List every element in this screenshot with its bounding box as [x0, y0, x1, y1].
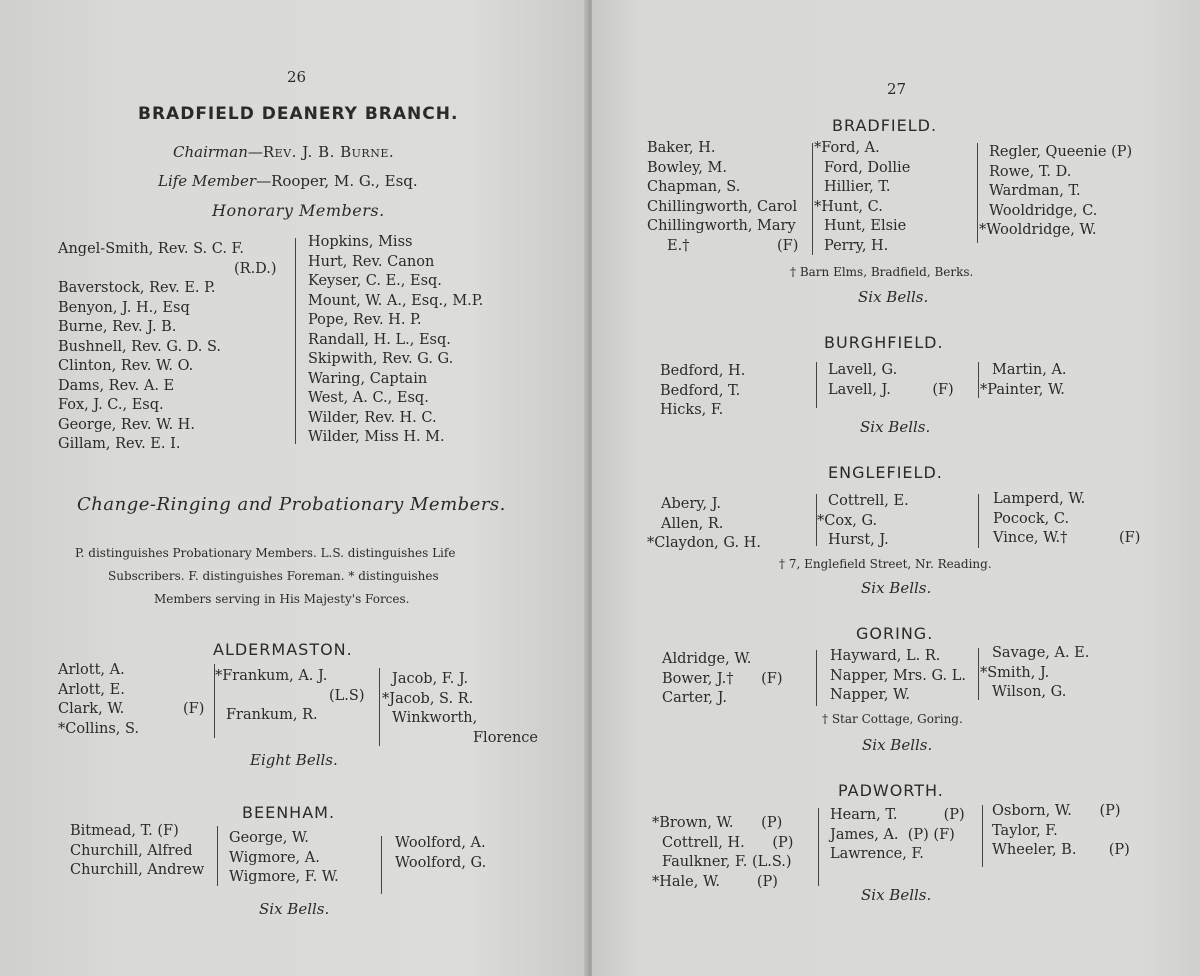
foreman-mark: (F) [777, 237, 799, 254]
list-item: Churchill, Alfred [70, 842, 193, 859]
list-item: Churchill, Andrew [70, 862, 205, 878]
beenham-column-3 [395, 834, 486, 873]
list-item: Lamperd, W. [993, 491, 1086, 507]
list-item: Wheeler, B. (P) [992, 842, 1130, 858]
list-item: Angel-Smith, Rev. S. C. F. [58, 241, 244, 257]
list-item: *Hunt, C. [814, 198, 883, 215]
aldermaston-column-1 [58, 661, 205, 739]
section-title-bradfield: BRADFIELD. [832, 116, 938, 135]
list-item: Ford, Dollie [824, 159, 911, 176]
bells-englefield: Six Bells. [861, 579, 932, 597]
list-item: Cottrell, H. (P) [662, 834, 794, 851]
list-item: Wardman, T. [989, 183, 1081, 199]
list-item: Lawrence, F. [830, 846, 924, 862]
list-item: Wilder, Rev. H. C. [308, 409, 437, 426]
beenham-column-2 [229, 829, 339, 888]
list-item: Bushnell, Rev. G. D. S. [58, 338, 222, 355]
list-item: Perry, H. [824, 237, 889, 254]
bells-padworth: Six Bells. [861, 886, 932, 904]
list-item: Baverstock, Rev. E. P. [58, 280, 216, 296]
list-item: Wilson, G. [992, 684, 1067, 700]
burghfield-column-1 [660, 362, 745, 421]
column-divider [978, 362, 979, 398]
englefield-column-3 [993, 490, 1141, 549]
column-divider [978, 648, 979, 700]
bells-beenham: Six Bells. [259, 900, 330, 918]
list-item: Arlott, E. [58, 681, 125, 698]
burghfield-column-2 [828, 361, 954, 400]
list-item: Baker, H. [647, 140, 716, 156]
section-title-goring: GORING. [856, 624, 934, 643]
list-item: *Hale, W. (P) [652, 873, 778, 890]
list-item: Hearn, T. (P) [830, 807, 965, 823]
list-item: Chapman, S. [647, 179, 741, 195]
column-divider [381, 836, 382, 894]
list-item: Burne, Rev. J. B. [58, 319, 177, 335]
list-item: *Claydon, G. H. [647, 535, 761, 551]
aldermaston-column-2 [215, 667, 365, 726]
bradfield-column-1 [647, 139, 797, 256]
list-item: James, A. (P) (F) [830, 826, 955, 843]
column-divider [217, 826, 218, 886]
list-item: (R.D.) [234, 260, 277, 277]
list-item: *Collins, S. [58, 720, 140, 737]
list-item: Keyser, C. E., Esq. [308, 273, 442, 289]
bells-aldermaston: Eight Bells. [250, 751, 338, 769]
life-member-line [158, 172, 418, 190]
chairman-name: Rev. J. B. Burne. [262, 143, 395, 161]
list-item: Arlott, A. [58, 662, 125, 678]
list-item: Frankum, R. [226, 707, 318, 723]
list-item: *Jacob, S. R. [382, 690, 474, 707]
list-item: Osborn, W. (P) [992, 803, 1121, 819]
list-item: Wigmore, F. W. [229, 869, 339, 885]
list-item: Martin, A. [992, 362, 1067, 378]
padworth-column-3 [992, 802, 1130, 861]
legend-line-1: P. distinguishes Probationary Members. L.S. distinguishes Life [75, 546, 456, 560]
list-item: Pocock, C. [993, 510, 1070, 527]
honorary-heading: Honorary Members. [212, 201, 385, 220]
list-item: Bitmead, T. (F) [70, 823, 179, 839]
list-item: Skipwith, Rev. G. G. [308, 351, 454, 367]
englefield-column-1 [647, 495, 761, 554]
life-member-name: Rooper, M. G., Esq. [271, 172, 418, 190]
page-title: BRADFIELD DEANERY BRANCH. [138, 104, 459, 124]
list-item: Bower, J.† (F) [662, 670, 783, 687]
honorary-column-2 [308, 232, 483, 447]
list-item: Clark, W. (F) [58, 700, 139, 720]
page-number: 27 [887, 80, 907, 98]
legend-line-3: Members serving in His Majesty's Forces. [154, 592, 410, 606]
list-item: Hurt, Rev. Canon [308, 253, 435, 270]
list-item: Woolford, G. [395, 854, 487, 871]
bradfield-column-2 [814, 139, 910, 256]
list-item: Gillam, Rev. E. I. [58, 436, 181, 452]
list-item: Pope, Rev. H. P. [308, 312, 422, 328]
page-number: 26 [287, 68, 307, 86]
padworth-column-1 [652, 814, 793, 892]
list-item: *Smith, J. [980, 664, 1050, 681]
footnote-englefield: † 7, Englefield Street, Nr. Reading. [779, 557, 992, 571]
list-item: Savage, A. E. [992, 645, 1090, 661]
list-item: (L.S) [329, 687, 365, 704]
list-item: Wooldridge, C. [989, 202, 1098, 219]
list-item: Hopkins, Miss [308, 234, 413, 250]
list-item: Napper, W. [830, 687, 911, 703]
list-item: George, Rev. W. H. [58, 416, 195, 433]
honorary-column-1 [58, 239, 277, 454]
bells-goring: Six Bells. [862, 736, 933, 754]
list-item: E.† (F) [647, 237, 797, 257]
column-divider [816, 362, 817, 408]
list-item: Regler, Queenie (P) [989, 144, 1133, 160]
list-item: Clinton, Rev. W. O. [58, 358, 194, 374]
column-divider [812, 143, 813, 255]
legend-line-2: Subscribers. F. distinguishes Foreman. * distinguishes [108, 569, 439, 583]
list-item: Faulkner, F. (L.S.) [662, 854, 792, 870]
list-item: *Frankum, A. J. [215, 668, 328, 684]
column-divider [977, 143, 978, 243]
list-item: Chillingworth, Carol [647, 198, 798, 215]
list-item: Fox, J. C., Esq. [58, 397, 164, 413]
list-item: Hicks, F. [660, 402, 724, 418]
change-ringing-heading: Change-Ringing and Probationary Members. [77, 494, 506, 515]
bells-burghfield: Six Bells. [860, 418, 931, 436]
list-item: *Painter, W. [980, 381, 1065, 398]
list-item: Woolford, A. [395, 835, 486, 851]
list-item: Cottrell, E. [828, 493, 909, 509]
section-title-burghfield: BURGHFIELD. [824, 333, 944, 352]
foreman-mark: (F) [183, 701, 205, 717]
list-item: Chillingworth, Mary [647, 218, 796, 234]
padworth-column-2 [830, 806, 965, 865]
list-item: Napper, Mrs. G. L. [830, 667, 966, 684]
goring-column-2 [830, 647, 966, 706]
list-item: Vince, W.† (F) [993, 529, 1085, 549]
column-divider [295, 238, 296, 444]
aldermaston-column-3 [382, 670, 538, 748]
foreman-mark: (F) [1119, 530, 1141, 546]
list-item: George, W. [229, 830, 309, 846]
list-item: Aldridge, W. [662, 651, 752, 667]
list-item: Rowe, T. D. [989, 163, 1072, 180]
list-item: Mount, W. A., Esq., M.P. [308, 292, 484, 309]
column-divider [379, 668, 380, 746]
section-title-englefield: ENGLEFIELD. [828, 463, 943, 482]
list-item: Bowley, M. [647, 159, 727, 176]
list-item: Taylor, F. [992, 822, 1058, 839]
column-divider [816, 650, 817, 706]
list-item: West, A. C., Esq. [308, 390, 429, 406]
list-item: Allen, R. [661, 515, 724, 532]
list-item: Bedford, T. [660, 382, 741, 399]
list-item: Bedford, H. [660, 363, 746, 379]
life-member-label: Life Member— [158, 172, 272, 190]
section-title-beenham: BEENHAM. [242, 803, 336, 822]
list-item: *Ford, A. [814, 140, 880, 156]
list-item: Wigmore, A. [229, 849, 320, 866]
list-item: Lavell, J. (F) [828, 381, 954, 398]
englefield-column-2 [817, 492, 909, 551]
bradfield-column-3 [979, 143, 1132, 241]
list-item: Hurst, J. [828, 532, 889, 548]
bells-bradfield: Six Bells. [858, 288, 929, 306]
beenham-column-1 [70, 822, 204, 881]
left-page [0, 0, 588, 976]
footnote-bradfield: † Barn Elms, Bradfield, Berks. [790, 265, 974, 279]
list-item: Carter, J. [662, 690, 727, 706]
list-item: Jacob, F. J. [392, 671, 469, 687]
goring-column-1 [662, 650, 783, 709]
column-divider [982, 805, 983, 867]
chairman-label: Chairman— [173, 143, 263, 161]
section-title-aldermaston: ALDERMASTON. [213, 640, 353, 659]
list-item: Benyon, J. H., Esq [58, 299, 190, 316]
column-divider [818, 808, 819, 886]
list-item: *Cox, G. [817, 512, 878, 529]
footnote-goring: † Star Cottage, Goring. [822, 712, 963, 726]
chairman-line [173, 143, 394, 161]
right-page [592, 0, 1200, 976]
list-item: Florence [473, 729, 538, 746]
list-item: Winkworth, [392, 710, 478, 726]
section-title-padworth: PADWORTH. [838, 781, 944, 800]
list-item: Wilder, Miss H. M. [308, 429, 445, 445]
goring-column-3 [980, 644, 1089, 703]
list-item: Hillier, T. [824, 179, 891, 195]
list-item: Randall, H. L., Esq. [308, 331, 451, 348]
list-item: Hayward, L. R. [830, 648, 941, 664]
list-item: Abery, J. [661, 496, 722, 512]
list-item: Lavell, G. [828, 362, 898, 378]
column-divider [978, 494, 979, 548]
list-item: *Wooldridge, W. [979, 222, 1097, 238]
list-item: Dams, Rev. A. E [58, 377, 175, 394]
burghfield-column-3 [980, 361, 1067, 400]
list-item: Hunt, Elsie [824, 218, 907, 234]
list-item: Waring, Captain [308, 370, 428, 387]
list-item: *Brown, W. (P) [652, 815, 783, 831]
